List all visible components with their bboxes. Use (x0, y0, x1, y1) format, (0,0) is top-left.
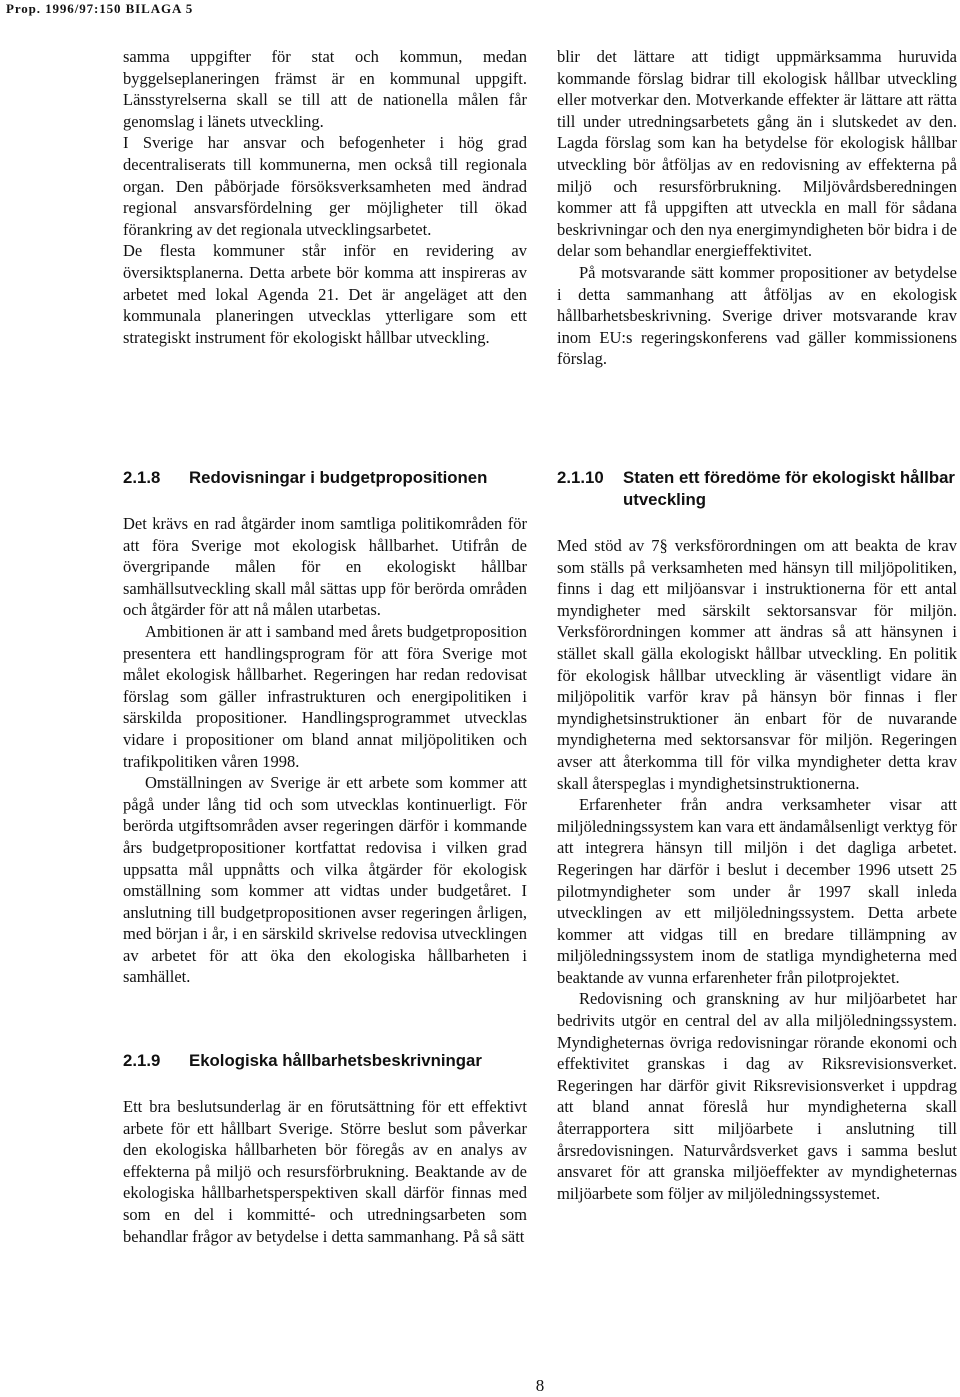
section-title: Redovisningar i budgetpropositionen (189, 468, 488, 487)
section-title: Staten ett föredöme för ekologiskt hållbar utveckling (623, 468, 955, 509)
paragraph: Det krävs en rad åtgärder inom samtliga politikområden för att föra Sverige mot ekologisk hållbarhet. Utifrån de övergripande målen för en ekologiskt hållbar samhällsutveckling skall mål sättas upp för berörda områden och åtgärder för att nå målen utarbetas. (123, 514, 527, 620)
section-number: 2.1.8 (123, 468, 161, 487)
running-head: Prop. 1996/97:150 BILAGA 5 (6, 1, 194, 16)
top-right-column (557, 46, 957, 370)
section-number: 2.1.9 (123, 1051, 161, 1071)
paragraph: Omställningen av Sverige är ett arbete som kommer att pågå under lång tid och som utvecklas kontinuerligt. För berörda utgiftsområden avser regeringen därför i kommande års budgetpropositioner kortfattat redovisa i vilken grad uppsatta mål uppnåtts och vilka åtgärder för ekologisk omställning som kommer att vidtas under budgetåret. I anslutning till budgetpropositionen avser regeringen årligen, med början i år, i en särskild skrivelse redovisa utvecklingen av arbetet för att öka den ekologiska hållbarheten i samhället. (123, 773, 527, 987)
page-number: 8 (535, 1376, 545, 1395)
bottom-right-column (557, 467, 957, 1204)
paragraph: blir det lättare att tidigt uppmärksamma huruvida kommande förslag bidrar till ekologisk hållbar utveckling eller motverkar den. Motverkande effekter är lättare att rätta till under utredningsarbetets gång än i slutskedet av den. Lagda förslag som kan ha betydelse för ekologisk hållbar utveckling bör åtföljas av en redovisning av effekterna på miljö och resursförbrukning. Miljövårdsberedningen kommer att få uppgiften att utveckla en mall för sådana beskrivningar och den nya energimyndigheten bör bidra i de delar som behandlar energieffektivitet. (557, 47, 957, 261)
paragraph: Redovisning och granskning av hur miljöarbetet har bedrivits utgör en central del av alla miljöledningssystem. Myndigheternas övriga redovisningar rörande ekonomi och effektivitet granskas i dag av Riksrevisionsverket. Regeringen har därför givit Riksrevisionsverket i uppdrag att bland annat föreslå hur myndigheterna skall återrapportera sitt miljöarbete i anslutning till årsredovisningen. Naturvårdsverket gavs i samma beslut ansvaret för att granska miljöeffekter av myndigheternas miljöarbete som följer av miljöledningssystemet. (557, 989, 957, 1203)
section-number: 2.1.10 (557, 468, 604, 487)
paragraph: samma uppgifter för stat och kommun, medan byggelseplaneringen främst är en kommunal uppgift. Länsstyrelserna skall se till att de nationella målen får genomslag i länets utveckling. (123, 47, 527, 131)
paragraph: Ambitionen är att i samband med årets budgetproposition presentera ett handlingsprogram för att föra Sverige mot målet ekologisk hållbarhet. Regeringen har redan redovisat förslag som gäller infrastrukturen och energipolitiken i särskilda propositioner. Handlingsprogrammet utvecklas vidare i propositioner om bland annat miljöpolitiken och trafikpolitiken våren 1998. (123, 621, 527, 771)
paragraph: De flesta kommuner står inför en revidering av översiktsplanerna. Detta arbete bör komma att inspireras av arbetet med lokal Agenda 21. Det är angeläget att den kommunala planeringen utvecklas ytterligare som ett strategiskt instrument för ekologiskt hållbar utveckling. (123, 241, 527, 347)
bottom-left-column (123, 467, 527, 1247)
top-left-column (123, 46, 527, 348)
section-heading-2-1-8 (123, 467, 527, 489)
section-heading-2-1-9 (123, 1050, 527, 1072)
section-heading-2-1-10 (557, 467, 957, 511)
paragraph: I Sverige har ansvar och befogenheter i hög grad decentraliserats till kommunerna, men också till regionala organ. Den påbörjade försöksverksamheten med ändrad regional ansvarsfördelning ger möjligheter till ökad förankring av det regionala utvecklingsarbetet. (123, 133, 527, 239)
paragraph: På motsvarande sätt kommer propositioner av betydelse i detta sammanhang att åtföljas av en ekologisk hållbarhetsbeskrivning. Sverige driver motsvarande krav inom EU:s regeringskonferens vad gäller kommissionens förslag. (557, 262, 957, 369)
paragraph: Med stöd av 7§ verksförordningen om att beakta de krav som ställs på verksamheten med hänsyn till miljöpolitiken, finns i dag ett miljöansvar i instruktionerna för ett antal myndigheter med särskilt sektorsansvar för miljön. Verksförordningen kommer att ändras så att hänsynen i stället skall gälla ekologiskt hållbar utveckling. En politik för ekologisk hållbar utveckling är väsentligt vidare än miljöpolitik varför krav på hänsyn bör finnas i fler myndighetsinstruktioner än enbart för de nuvarande myndigheterna med sektorsansvar för miljön. Regeringen avser att återkomma till för vilka myndigheter detta krav skall återspeglas i myndighetsinstruktionerna. (557, 536, 957, 793)
section-title: Ekologiska hållbarhetsbeskrivningar (189, 1051, 482, 1071)
paragraph: Erfarenheter från andra verksamheter visar att miljöledningssystem kan vara ett ändamålsenligt verktyg för att integrera hänsyn till miljön i det dagliga arbetet. Regeringen har därför i beslut i december 1996 utsett 25 pilotmyndigheter som under år 1997 skall inleda utvecklingen av ett miljöledningssystem. Detta arbete kommer att vidgas till en bredare tillämpning av miljöledningssystem inom de statliga myndigheterna med beaktande av vunna erfarenheter från pilotprojektet. (557, 795, 957, 987)
paragraph: Ett bra beslutsunderlag är en förutsättning för ett effektivt arbete för ett hållbart Sverige. Större beslut som påverkar den ekologiska hållbarheten bör föregås av en analys av effekterna på miljö och resursförbrukning. Beaktande av de ekologiska hållbarhetsperspektiven skall därför finnas med som en del i kommitté- och utredningsarbeten som behandlar frågor av betydelse i detta sammanhang. På så sätt (123, 1097, 527, 1246)
